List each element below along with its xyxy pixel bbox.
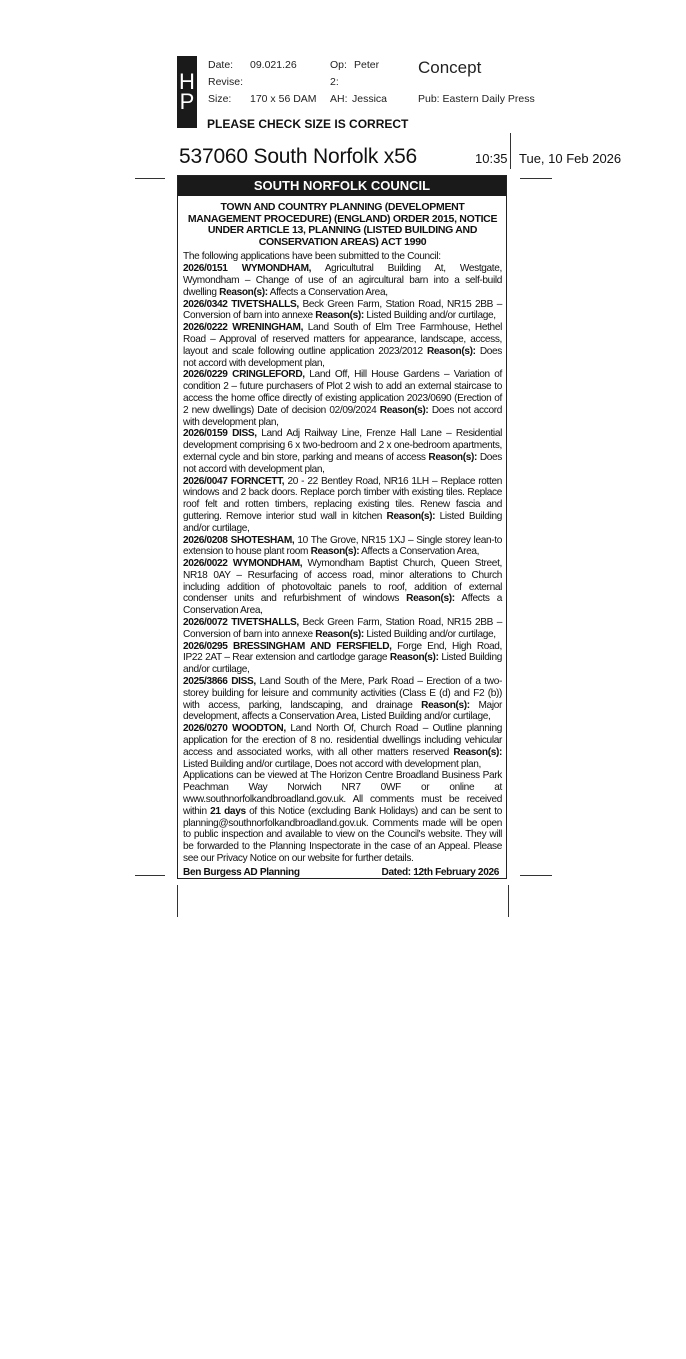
application-entry <box>183 369 502 428</box>
size-check-notice: PLEASE CHECK SIZE IS CORRECT <box>207 117 409 131</box>
application-entry <box>183 723 502 770</box>
application-description: Land South of the Mere, Park Road – Erection of a two-storey building for leisure and community activities (Class E (d) and F2 (b)) with access, parking, landscaping, and drainage <box>183 676 502 711</box>
notice-intro: The following applications have been submitted to the Council: <box>183 251 441 263</box>
closing-paragraph <box>183 770 502 864</box>
application-ref: 2026/0159 <box>183 428 228 440</box>
crop-mark <box>520 178 552 179</box>
op-label: Op: <box>330 59 347 71</box>
hp-logo-box <box>177 56 197 128</box>
ah-value: Jessica <box>352 93 388 105</box>
application-entry <box>183 617 502 641</box>
application-reason: Does not accord with development plan, <box>183 345 502 369</box>
application-entry <box>183 476 502 535</box>
application-place: FORNCETT, <box>230 475 285 487</box>
application-description: 20 - 22 Bentley Road, NR16 1LH – Replace rotten windows and 2 back doors. Replace porch timber with existing tiles. Replace roof felt and rotten timbers, replacing existing tiles. Renew fascia and guttering. Remove interior stud wall in kitchen <box>183 475 502 522</box>
application-entry <box>183 299 502 323</box>
application-entry <box>183 676 502 723</box>
application-entry <box>183 558 502 617</box>
application-description: Beck Green Farm, Station Road, NR15 2BB – Conversion of barn into annexe <box>183 298 502 322</box>
reason-label: Reason(s): <box>428 451 478 463</box>
application-reason: Affects a Conservation Area, <box>361 546 480 558</box>
application-ref: 2026/0151 <box>183 263 228 275</box>
application-place: WOODTON, <box>232 723 286 735</box>
application-place: WYMONDHAM, <box>241 263 312 275</box>
application-entry <box>183 428 502 475</box>
application-description: Forge End, High Road, IP22 2AT – Rear extension and cartlodge garage <box>183 640 502 664</box>
application-place: WYMONDHAM, <box>232 558 303 570</box>
application-ref: 2026/0229 <box>183 369 228 381</box>
application-reason: Listed Building and/or curtilage, <box>366 310 496 322</box>
application-description: 10 The Grove, NR15 1XJ – Single storey lean-to extension to house plant room <box>183 534 502 558</box>
application-ref: 2026/0022 <box>183 558 228 570</box>
application-entry <box>183 535 502 559</box>
reason-label: Reason(s): <box>406 593 455 605</box>
application-reason: Does not accord with development plan, <box>183 404 502 428</box>
planning-notice-advert <box>177 175 507 879</box>
application-place: TIVETSHALLS, <box>231 617 299 629</box>
application-reason: Listed Building and/or curtilage, Does not accord with development plan, <box>183 758 481 770</box>
application-reason: Affects a Conservation Area, <box>183 593 502 617</box>
date-value: 09.021.26 <box>250 59 297 71</box>
application-place: SHOTESHAM, <box>230 534 295 546</box>
revise-label: Revise: <box>208 76 244 88</box>
date-label: Date: <box>208 59 234 71</box>
crop-mark <box>135 875 165 876</box>
application-entry <box>183 263 502 298</box>
application-description: Agricultutral Building At, Westgate, Wymondham – Change of use of an agircultural barn into a self-build dwelling <box>183 263 502 298</box>
application-place: TIVETSHALLS, <box>231 298 299 310</box>
crop-mark <box>520 875 552 876</box>
op-line-2: 2: <box>330 76 339 88</box>
application-entry <box>183 641 502 676</box>
closing-text-post: of this Notice (excluding Bank Holidays) and can be sent to planning@southnorfolkandbroadland.gov.uk. Comments made will be open to public inspection and available to view on the Council's website. They will be forwarded to the Planning Inspectorate in the case of an Appeal. Please see our Privacy Notice on our website for further details. <box>183 805 502 865</box>
application-place: BRESSINGHAM AND FERSFIELD, <box>233 640 392 652</box>
concept-label: Concept <box>418 58 482 77</box>
application-description: Beck Green Farm, Station Road, NR15 2BB – Conversion of barn into annexe <box>183 617 502 640</box>
size-value: 170 x 56 DAM <box>250 93 317 105</box>
reason-label: Reason(s): <box>315 628 364 640</box>
publication: Pub: Eastern Daily Press <box>418 93 535 105</box>
application-reason: Listed Building and/or curtilage, <box>183 510 502 534</box>
application-ref: 2026/0342 <box>183 298 228 310</box>
op-value: Peter <box>354 59 380 71</box>
reason-label: Reason(s): <box>389 652 439 664</box>
reason-label: Reason(s): <box>426 345 476 357</box>
reason-label: Reason(s): <box>310 546 360 558</box>
signatory: Ben Burgess AD Planning <box>183 866 300 878</box>
application-place: WRENINGHAM, <box>232 322 304 334</box>
application-reason: Affects a Conservation Area, <box>269 286 388 298</box>
crop-mark <box>177 885 178 917</box>
application-ref: 2026/0222 <box>183 322 228 334</box>
comment-period: 21 days <box>210 805 246 817</box>
job-time: 10:35 <box>475 151 508 166</box>
notice-body <box>183 251 502 864</box>
application-ref: 2025/3866 <box>183 676 228 688</box>
application-description: Land Off, Hill House Gardens – Variation of condition 2 – future purchasers of Plot 2 wish to add an external staircase to access the home office directly of existing application 2023/0690 (Erection of 2 new dwellings) Date of decision 02/09/2024 <box>183 369 502 416</box>
application-reason: Listed Building and/or curtilage, <box>183 652 502 676</box>
crop-mark <box>135 178 165 179</box>
notice-footer <box>183 867 502 879</box>
reason-label: Reason(s): <box>379 404 429 416</box>
application-description: Wymondham Baptist Church, Queen Street, NR18 0AY – Resurfacing of access road, minor alterations to Church including addition of photovoltaic panels to roof, addition of external condenser units and refurbishment of windows <box>183 558 502 605</box>
application-entry <box>183 322 502 369</box>
job-title: 537060 South Norfolk x56 <box>179 145 418 168</box>
ah-label: AH: <box>330 93 348 105</box>
crop-mark <box>508 885 509 917</box>
notice-subheading: TOWN AND COUNTRY PLANNING (DEVELOPMENT MANAGEMENT PROCEDURE) (ENGLAND) ORDER 2015, NOTICE UNDER ARTICLE 13, PLANNING (LISTED BUILDING AND CONSERVATION AREAS) ACT 1990 <box>187 201 498 248</box>
application-reason: Major development, affects a Conservation Area, Listed Building and/or curtilage, <box>183 699 502 723</box>
application-description: Land North Of, Church Road – Outline planning application for the erection of 8 no. residential dwellings including vehicular access and associated works, with all other matters reserved <box>183 723 502 758</box>
application-description: Land Adj Railway Line, Frenze Hall Lane – Residential development comprising 6 x two-bedroom and 2 x one-bedroom apartments, external cycle and bin store, parking and means of access <box>183 428 502 463</box>
application-ref: 2026/0047 <box>183 475 228 487</box>
crop-mark <box>510 133 511 169</box>
size-label: Size: <box>208 93 232 105</box>
application-ref: 2026/0295 <box>183 640 228 652</box>
dated: Dated: 12th February 2026 <box>381 866 499 878</box>
application-ref: 2026/0208 <box>183 534 228 546</box>
application-ref: 2026/0270 <box>183 723 228 735</box>
application-place: DISS, <box>232 428 257 440</box>
reason-label: Reason(s): <box>386 510 436 522</box>
application-place: CRINGLEFORD, <box>232 369 305 381</box>
application-reason: Listed Building and/or curtilage, <box>366 628 496 640</box>
reason-label: Reason(s): <box>219 286 268 298</box>
closing-text-pre: Applications can be viewed at The Horizon Centre Broadland Business Park Peachman Way Norwich NR7 0WF or online at www.southnorfolkandbroadland.gov.uk. All comments must be received within <box>183 770 502 817</box>
reason-label: Reason(s): <box>453 746 502 758</box>
application-place: DISS, <box>231 676 256 688</box>
council-heading: SOUTH NORFOLK COUNCIL <box>178 176 506 196</box>
hp-letter-h: H <box>179 69 195 94</box>
hp-letter-p: P <box>179 89 195 114</box>
application-ref: 2026/0072 <box>183 617 228 629</box>
application-reason: Does not accord with development plan, <box>183 451 502 475</box>
application-description: Land South of Elm Tree Farmhouse, Hethel Road – Approval of reserved matters for appearance, landscape, access, layout and scale following outline application 2023/2012 <box>183 322 502 357</box>
job-date: Tue, 10 Feb 2026 <box>519 151 622 166</box>
reason-label: Reason(s): <box>421 699 470 711</box>
reason-label: Reason(s): <box>315 310 364 322</box>
